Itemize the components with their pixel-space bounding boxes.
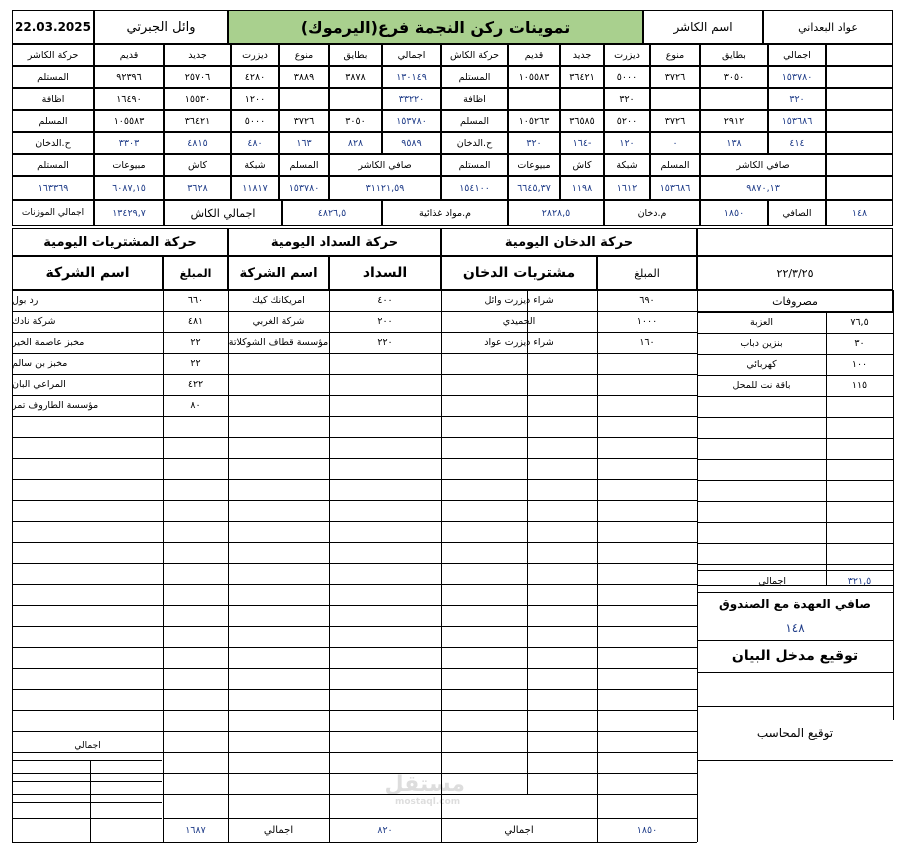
t1-cell: بطايق	[700, 44, 768, 66]
t1-cell: ١١٨١٧	[231, 176, 279, 200]
t1-cell: ٤٢٨٠	[231, 66, 279, 88]
expense-item: العزبة	[749, 317, 774, 328]
t1-cell: صافي الكاشر	[700, 154, 826, 176]
purchases-company-header: اسم الشركة	[12, 256, 163, 290]
t1-cell: كاش	[164, 154, 231, 176]
t1-cell: ٨٢٨	[329, 132, 382, 154]
t1-blank	[826, 66, 893, 88]
date-cell: 22.03.2025	[12, 10, 94, 44]
payments-company: امريكانك كيك	[252, 295, 305, 306]
purchases-company: رد بول	[12, 295, 39, 306]
expense-amount: ٧٦,٥	[850, 317, 869, 328]
t1-cell: المسلم	[650, 154, 700, 176]
purchases-title: حركة المشتريات اليومية	[12, 228, 228, 256]
grid-line	[697, 459, 893, 460]
t1-cell: ٩٢٣٩٦	[94, 66, 164, 88]
grid-line	[12, 647, 697, 648]
t1-cell: ١٥٣٦٨٦	[650, 176, 700, 200]
t1-cell: ١٥٥٣٠	[164, 88, 231, 110]
t1-blank	[826, 110, 893, 132]
expenses-total: ٣٢١,٥	[847, 575, 872, 587]
t1-blank	[826, 88, 893, 110]
t1-cell: المستلم	[441, 66, 508, 88]
tobacco-amount-header: المبلغ	[597, 256, 697, 290]
grid-line	[893, 290, 894, 720]
payments-amount: ٢٠٠	[377, 316, 393, 327]
t1-cell: ١٣٤٢٩,٧	[94, 200, 164, 226]
grid-line	[12, 689, 697, 690]
t1-cell: ١٥٣٧٨٠	[279, 176, 329, 200]
t1-cell: اجمالي الكاش	[164, 200, 282, 226]
tobacco-title: حركة الدخان اليومية	[441, 228, 697, 256]
t1-cell: المستلم	[12, 66, 94, 88]
payments-amount: ٤٠٠	[377, 295, 393, 306]
t1-cell	[560, 88, 604, 110]
accountant-signature: توقيع المحاسب	[756, 726, 834, 740]
grid-line	[12, 542, 697, 543]
blank-cell	[697, 228, 893, 256]
cashier-label-cell: اسم الكاشر	[643, 10, 763, 44]
expenses-title: مصروفات	[697, 290, 893, 312]
t1-cell: ٢٩١٢	[700, 110, 768, 132]
t1-cell: بطايق	[329, 44, 382, 66]
purchases-amount: ٨٠	[190, 400, 201, 411]
expenses-date: ٢٢/٣/٢٥	[697, 256, 893, 290]
purchases-total-label: اجمالي	[74, 740, 101, 751]
watermark-text: مستقل	[384, 772, 465, 797]
t1-cell: ٣١١٢١,٥٩	[329, 176, 441, 200]
payments-company: شركة الغربي	[252, 316, 305, 327]
t1-cell: ١٦٤٩٠	[94, 88, 164, 110]
t1-cell: حركة الكاش	[441, 44, 508, 66]
t1-cell: ١٥٣٧٨٠	[382, 110, 441, 132]
grid-line	[697, 564, 893, 565]
tobacco-total-label: اجمالي	[504, 824, 534, 836]
t1-cell: ٣٠٥٠	[329, 110, 382, 132]
t1-cell: منوع	[650, 44, 700, 66]
tobacco-amount: ٦٩٠	[639, 295, 655, 306]
t1-cell: ١٢٠	[604, 132, 650, 154]
t1-cell	[279, 88, 329, 110]
t1-cell: ٣٦٤٢١	[560, 66, 604, 88]
grid-line	[12, 563, 697, 564]
t1-cell: ١٠٥٢٦٣	[508, 110, 560, 132]
purchases-company: شركة نادك	[12, 316, 56, 327]
payments-company-header: اسم الشركة	[228, 256, 329, 290]
t1-blank	[826, 132, 893, 154]
grid-line	[12, 584, 697, 585]
t1-blank	[826, 44, 893, 66]
t1-cell: شبكة	[231, 154, 279, 176]
t1-cell: ١٨٥٠	[700, 200, 768, 226]
t1-cell	[700, 88, 768, 110]
grid-line	[12, 605, 697, 606]
t1-cell: المسلم	[12, 110, 94, 132]
purchases-amount: ٦٦٠	[187, 295, 204, 306]
t1-cell: ٢٨٢٨,٥	[508, 200, 604, 226]
net-custody-label: صافي العهدة مع الصندوق	[718, 597, 872, 611]
payments-title: حركة السداد اليومية	[228, 228, 441, 256]
t1-cell: -١٦٤	[560, 132, 604, 154]
t1-cell: المسلم	[279, 154, 329, 176]
payments-total-label: اجمالي	[263, 824, 294, 836]
t1-cell: الصافي	[768, 200, 826, 226]
grid-line	[12, 437, 697, 438]
tobacco-desc: الحميدي	[502, 316, 536, 327]
tobacco-desc-header: مشتريات الدخان	[441, 256, 597, 290]
t1-cell: اظافة	[12, 88, 94, 110]
t1-cell: كاش	[560, 154, 604, 176]
t1-cell: ٣٢٠	[768, 88, 826, 110]
payments-amount: ٢٢٠	[377, 337, 393, 348]
t1-cell: ١٢٠٠	[231, 88, 279, 110]
t1-cell: مبيوعات	[508, 154, 560, 176]
t1-cell: ٣٢٠	[604, 88, 650, 110]
t1-cell	[329, 88, 382, 110]
grid-line	[12, 773, 697, 774]
t1-blank	[826, 176, 893, 200]
t1-cell: حركة الكاشر	[12, 44, 94, 66]
grid-line	[697, 522, 893, 523]
t1-cell: اجمالي	[382, 44, 441, 66]
grid-line	[697, 438, 893, 439]
expense-amount: ١٠٠	[851, 359, 868, 370]
t1-cell: ٣٧٢٦	[650, 110, 700, 132]
t1-cell: ٣٦٥٨٥	[560, 110, 604, 132]
t1-cell: ٣٦٤٢١	[164, 110, 231, 132]
t1-cell: ٩٨٧٠,١٣	[700, 176, 826, 200]
t1-cell: ١٠٥٥٨٣	[508, 66, 560, 88]
purchases-total: ١٦٨٧	[185, 824, 206, 836]
t1-cell: ١١٩٨	[560, 176, 604, 200]
expense-amount: ١١٥	[851, 380, 868, 391]
t1-cell: ح.الدخان	[441, 132, 508, 154]
payments-company: مؤسسة قطاف الشوكلاتة	[228, 337, 329, 348]
purchases-company: مؤسسة الطاروف تمر	[12, 400, 99, 411]
t1-cell: ٥٠٠٠	[231, 110, 279, 132]
t1-cell: ٥٠٠٠	[604, 66, 650, 88]
t1-cell: ديزرت	[231, 44, 279, 66]
purchases-amount-header: المبلغ	[163, 256, 228, 290]
grid-line	[90, 760, 91, 822]
t1-cell: قديم	[94, 44, 164, 66]
tobacco-amount: ١٦٠	[639, 337, 655, 348]
t1-cell: ٣٨٧٨	[329, 66, 382, 88]
sheet-title: تموينات ركن النجمة فرع(اليرموك)	[228, 10, 643, 44]
tobacco-total: ١٨٥٠	[636, 824, 658, 836]
t1-cell: جديد	[164, 44, 231, 66]
purchases-company: المراعي البان	[12, 379, 66, 390]
grid-line	[697, 672, 893, 673]
t1-cell: المستلم	[441, 154, 508, 176]
t1-cell	[508, 88, 560, 110]
payments-amount-header: السداد	[329, 256, 441, 290]
watermark-url: mostaql.com	[395, 797, 461, 807]
grid-line	[12, 760, 13, 822]
t1-cell: ١٣٨	[700, 132, 768, 154]
grid-line	[697, 501, 893, 502]
t1-cell: ١٦٣٣٦٩	[12, 176, 94, 200]
purchases-amount: ٢٢	[190, 337, 201, 348]
grid-line	[12, 626, 697, 627]
t1-cell: ٤٨١٥	[164, 132, 231, 154]
t1-cell: ٣٢٠	[508, 132, 560, 154]
t1-cell: ٥٢٠٠	[604, 110, 650, 132]
grid-line	[12, 416, 697, 417]
grid-line	[12, 668, 697, 669]
grid-line	[12, 802, 162, 803]
grid-line	[441, 290, 442, 794]
t1-cell: المستلم	[12, 154, 94, 176]
grid-line	[163, 760, 164, 822]
expense-item: كهربائي	[746, 359, 777, 370]
grid-line	[697, 417, 893, 418]
t1-cell: قديم	[508, 44, 560, 66]
t1-cell: مبيوعات	[94, 154, 164, 176]
t1-cell	[650, 88, 700, 110]
t1-cell: م.مواد غذائية	[382, 200, 508, 226]
grid-line	[329, 290, 330, 794]
t1-cell: اظافة	[441, 88, 508, 110]
t1-cell: م.دخان	[604, 200, 700, 226]
t1-cell: صافي الكاشر	[329, 154, 441, 176]
expense-item: بنزين دباب	[740, 338, 783, 349]
grid-line	[697, 480, 893, 481]
payments-total: ٨٢٠	[377, 824, 393, 836]
cashier-name-cell: وائل الجبرتي	[94, 10, 228, 44]
t1-cell: ديزرت	[604, 44, 650, 66]
grid-line	[12, 818, 162, 819]
t1-cell: ١٣٠١٤٩	[382, 66, 441, 88]
purchases-amount: ٤٨١	[187, 316, 204, 327]
grid-line	[697, 760, 893, 761]
grid-line	[697, 396, 893, 397]
t1-cell: ٣٨٨٩	[279, 66, 329, 88]
watermark-logo	[384, 772, 465, 812]
t1-cell: ٤٨٠	[231, 132, 279, 154]
grid-line	[697, 543, 893, 544]
t1-cell: ١٦٣	[279, 132, 329, 154]
grid-line	[12, 710, 697, 711]
expense-item: باقة نت للمحل	[732, 380, 791, 391]
t1-cell: ٢٥٧٠٦	[164, 66, 231, 88]
grid-line	[597, 290, 598, 794]
t1-cell: ٦٦٤٥,٣٧	[508, 176, 560, 200]
purchases-amount: ٢٢	[190, 358, 201, 369]
t1-cell: ٣٣٠٣	[94, 132, 164, 154]
t1-cell: ٠	[650, 132, 700, 154]
purchases-amount: ٤٢٢	[187, 379, 204, 390]
grid-line	[12, 500, 697, 501]
t1-cell: جديد	[560, 44, 604, 66]
grid-line	[12, 521, 697, 522]
t1-cell: ٤٨٢٦,٥	[282, 200, 382, 226]
t1-cell: منوع	[279, 44, 329, 66]
purchases-company: مخبز بن سالم	[12, 358, 68, 369]
expenses-total-label: اجمالي	[758, 575, 786, 587]
t1-blank	[826, 154, 893, 176]
grid-line	[12, 479, 697, 480]
t1-cell: ٣٧٢٦	[279, 110, 329, 132]
grid-line	[527, 290, 528, 794]
grid-line	[12, 458, 697, 459]
grid-line	[228, 290, 229, 794]
t1-cell: ١٥٤١٠٠	[441, 176, 508, 200]
tobacco-desc: شراء ديزرت عواد	[484, 337, 554, 348]
t1-cell: اجمالي الموزنات	[12, 200, 94, 226]
t1-cell: اجمالي	[768, 44, 826, 66]
grid-line	[12, 731, 697, 732]
t1-cell: ٤١٤	[768, 132, 826, 154]
t1-cell: ٣٠٥٠	[700, 66, 768, 88]
grid-line	[12, 781, 162, 782]
data-entry-signature: توقيع مدخل البيان	[731, 648, 859, 664]
t1-cell: المسلم	[441, 110, 508, 132]
tobacco-amount: ١٠٠٠	[636, 316, 658, 327]
t1-cell: ٩٥٨٩	[382, 132, 441, 154]
t1-cell: ١٥٣٧٨٠	[768, 66, 826, 88]
t1-cell: ١٤٨	[826, 200, 893, 226]
net-custody-value: ١٤٨	[785, 621, 805, 635]
expense-amount: ٣٠	[854, 338, 865, 349]
t1-cell: ح.الدخان	[12, 132, 94, 154]
person-cell: عواد البعداني	[763, 10, 893, 44]
t1-cell: ٦٠٨٧,١٥	[94, 176, 164, 200]
t1-cell: ١٥٣٦٨٦	[768, 110, 826, 132]
t1-cell: ٣٦٢٨	[164, 176, 231, 200]
grid-line	[697, 794, 698, 842]
t1-cell: ١٦١٢	[604, 176, 650, 200]
t1-cell: ٣٧٢٦	[650, 66, 700, 88]
tobacco-desc: شراء ديزرت وائل	[484, 295, 554, 306]
t1-cell: شبكة	[604, 154, 650, 176]
purchases-company: مخبز عاصمة الخير	[12, 337, 85, 348]
grid-line	[12, 794, 697, 795]
t1-cell: ٣٣٢٢٠	[382, 88, 441, 110]
t1-cell: ١٠٥٥٨٣	[94, 110, 164, 132]
grid-line	[12, 760, 162, 761]
